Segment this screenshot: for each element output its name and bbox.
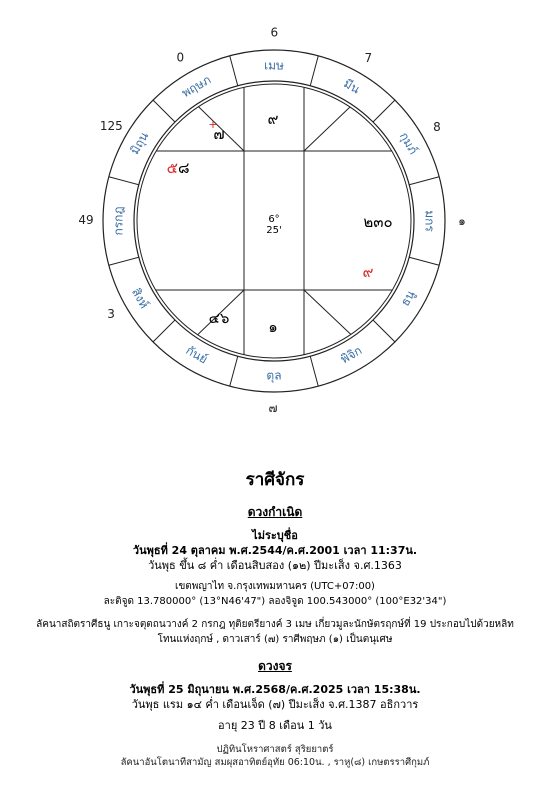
planet-bottom-middle: ๑ xyxy=(268,318,278,336)
sign-label: มกร xyxy=(422,210,437,232)
page-title: ราศีจักร xyxy=(245,470,305,490)
sign-label: ธนู xyxy=(397,288,418,309)
transit-date: วันพุธที่ 25 มิถุนายน พ.ศ.2568/ค.ศ.2025 เวลา 15:38น. xyxy=(129,683,421,696)
planet-left-upper-red: ๕ xyxy=(166,159,178,177)
outer-number: 8 xyxy=(433,119,441,134)
ring-divider xyxy=(153,100,175,122)
age: อายุ 23 ปี 8 เดือน 1 วัน xyxy=(218,719,332,732)
sign-label: เมษ xyxy=(264,58,284,73)
birth-coordinates: ละติจูด 13.780000° (13°N46'47") ลองจิจูด 100.543000° (100°E32'34") xyxy=(103,596,447,607)
outer-number: 3 xyxy=(107,307,115,322)
sign-label: กรกฎ xyxy=(111,206,126,236)
planet-bottom-left: ๔๖ xyxy=(208,309,230,327)
ring-divider xyxy=(230,56,238,86)
ring-divider xyxy=(409,257,439,265)
outer-number: 7 xyxy=(364,50,373,65)
ring-divider xyxy=(409,177,439,185)
planet-right-middle: ๒๓๐ xyxy=(363,213,393,231)
outer-number-bottom: ๗ xyxy=(268,401,278,415)
sign-label: พิจิก xyxy=(338,343,365,367)
outer-number: 6 xyxy=(270,25,279,40)
ring-divider xyxy=(373,320,395,342)
sign-label: มีน xyxy=(341,76,363,97)
ring-divider xyxy=(373,100,395,122)
sign-label: มิถุน xyxy=(127,129,152,157)
planet-left-upper: ๘ xyxy=(178,159,190,177)
outer-number: 49 xyxy=(78,213,94,228)
ring-divider xyxy=(109,177,139,185)
sign-label: สิงห์ xyxy=(128,285,152,311)
outer-number: ๑ xyxy=(458,213,466,228)
transit-heading: ดวงจร xyxy=(258,659,292,673)
sign-label: ตุล xyxy=(266,368,282,383)
outer-number: 0 xyxy=(176,50,185,65)
birth-lunar-date: วันพุธ ขึ้น ๘ ค่ำ เดือนสิบสอง (๑๒) ปีมะเส็ง จ.ศ.1363 xyxy=(148,559,402,572)
ring-divider xyxy=(109,257,139,265)
planet-top-middle: ๙ xyxy=(267,110,279,128)
lagna-description: ลัคนาสถิตราศีธนู เกาะจตุตถนวางค์ 2 กรกฎ ทุติยตรียางค์ 3 เมษ เกี่ยวมูละนักษัตรฤกษ์ที่ 19 ประกอบไปด้วยหลิท โทนแห่งฤกษ์ , ดาวเสาร์ (๗) ราศีพฤษภ (๑) เป็นตนุเศษ xyxy=(36,619,514,645)
chart-info xyxy=(0,466,550,769)
center-minutes: 25' xyxy=(266,225,282,236)
footer-lagna: ลัคนาอันโตนาทีสามัญ สมผุสอาทิตย์อุทัย 06:10น. , ราหู(๘) เกษตรราศีกุมภ์ xyxy=(120,757,430,768)
sign-label: กันย์ xyxy=(183,343,210,367)
birth-heading: ดวงกำเนิด xyxy=(247,505,303,519)
planet-right-lower: ๙ xyxy=(362,263,374,281)
transit-lunar-date: วันพุธ แรม ๑๔ ค่ำ เดือนเจ็ด (๗) ปีมะเส็ง จ.ศ.1387 อธิกวาร xyxy=(131,698,419,711)
footer-calendar: ปฏิทินโหราศาสตร์ สุริยยาตร์ xyxy=(216,744,334,755)
center-degree: 6° xyxy=(268,214,280,225)
sign-label: พฤษภ xyxy=(179,72,214,101)
cross-mark: + xyxy=(208,118,218,131)
ring-divider xyxy=(310,356,318,386)
person-name: ไม่ระบุชื่อ xyxy=(252,529,298,542)
birth-place: เขตพญาไท จ.กรุงเทพมหานคร (UTC+07:00) xyxy=(175,581,375,592)
ring-divider xyxy=(230,356,238,386)
sign-label: กุมภ์ xyxy=(396,129,421,157)
birth-date: วันพุธที่ 24 ตุลาคม พ.ศ.2544/ค.ศ.2001 เวลา 11:37น. xyxy=(132,544,418,557)
ring-divider xyxy=(153,320,175,342)
outer-number: 125 xyxy=(99,119,123,134)
ring-divider xyxy=(310,56,318,86)
planet-top-left: ๗ xyxy=(213,125,225,143)
